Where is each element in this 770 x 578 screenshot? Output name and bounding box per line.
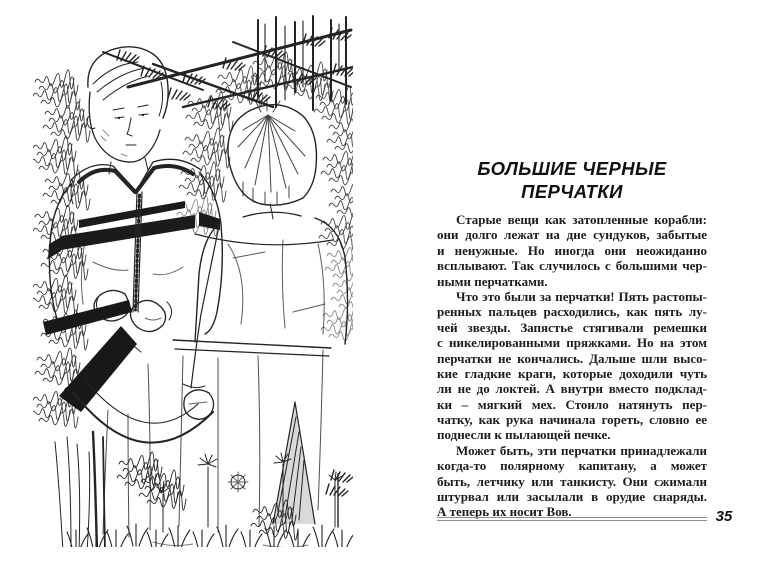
text-line: и ненужные. Но иногда они неожиданно <box>437 242 707 258</box>
text-line: Что это были за перчатки! Пять растопы- <box>456 288 707 304</box>
text-line: перчатки не кончались. Дальше шли высо- <box>437 350 707 366</box>
text-line: Старые вещи как затопленные корабли: <box>456 212 707 227</box>
chapter-title <box>437 157 707 203</box>
text-line: А теперь их носит Вов. <box>437 504 572 520</box>
text-line: с никелированными пряжками. Но на этом <box>437 335 707 351</box>
text-line: ки – мягкий мех. Стоило натянуть пер- <box>437 396 707 412</box>
text-line: ли не до локтей. А внутри вместо подклад- <box>437 381 707 397</box>
text-column <box>437 0 707 578</box>
text-line: быть, летчику или танкисту. Они сжимали <box>437 473 707 489</box>
paragraph <box>437 289 707 443</box>
page-number: 35 <box>715 508 733 525</box>
text-line: кие гладкие краги, которые доходили чуть <box>437 365 707 381</box>
text-line: когда-то полярному капитану, а может <box>437 458 707 474</box>
text-line: они долго лежат на дне сундуков, забытые <box>437 227 707 243</box>
chapter-title-line2: ПЕРЧАТКИ <box>521 181 623 202</box>
footer-rule <box>437 517 707 521</box>
body-text <box>437 212 707 520</box>
forest-boys-illustration <box>33 12 353 547</box>
paragraph <box>437 212 707 289</box>
text-line: всплывают. Так случилось с большими чер- <box>437 258 707 274</box>
text-line: Может быть, эти перчатки принадлежали <box>456 442 707 458</box>
text-line: поднесли к пылающей печке. <box>437 427 611 443</box>
text-line: ными перчатками. <box>437 273 548 289</box>
text-line: чатку, как рука начинала гореть, словно ее <box>437 412 707 428</box>
chapter-title-line1: БОЛЬШИЕ ЧЕРНЫЕ <box>477 158 667 179</box>
text-line: чей звезды. Запястье стягивали ремешки <box>437 319 707 335</box>
text-line: штурвал или засылали в орудие снаряды. <box>437 489 707 505</box>
paragraph <box>437 443 707 520</box>
text-line: ренных пальцев расходились, как пять лу- <box>437 304 707 320</box>
